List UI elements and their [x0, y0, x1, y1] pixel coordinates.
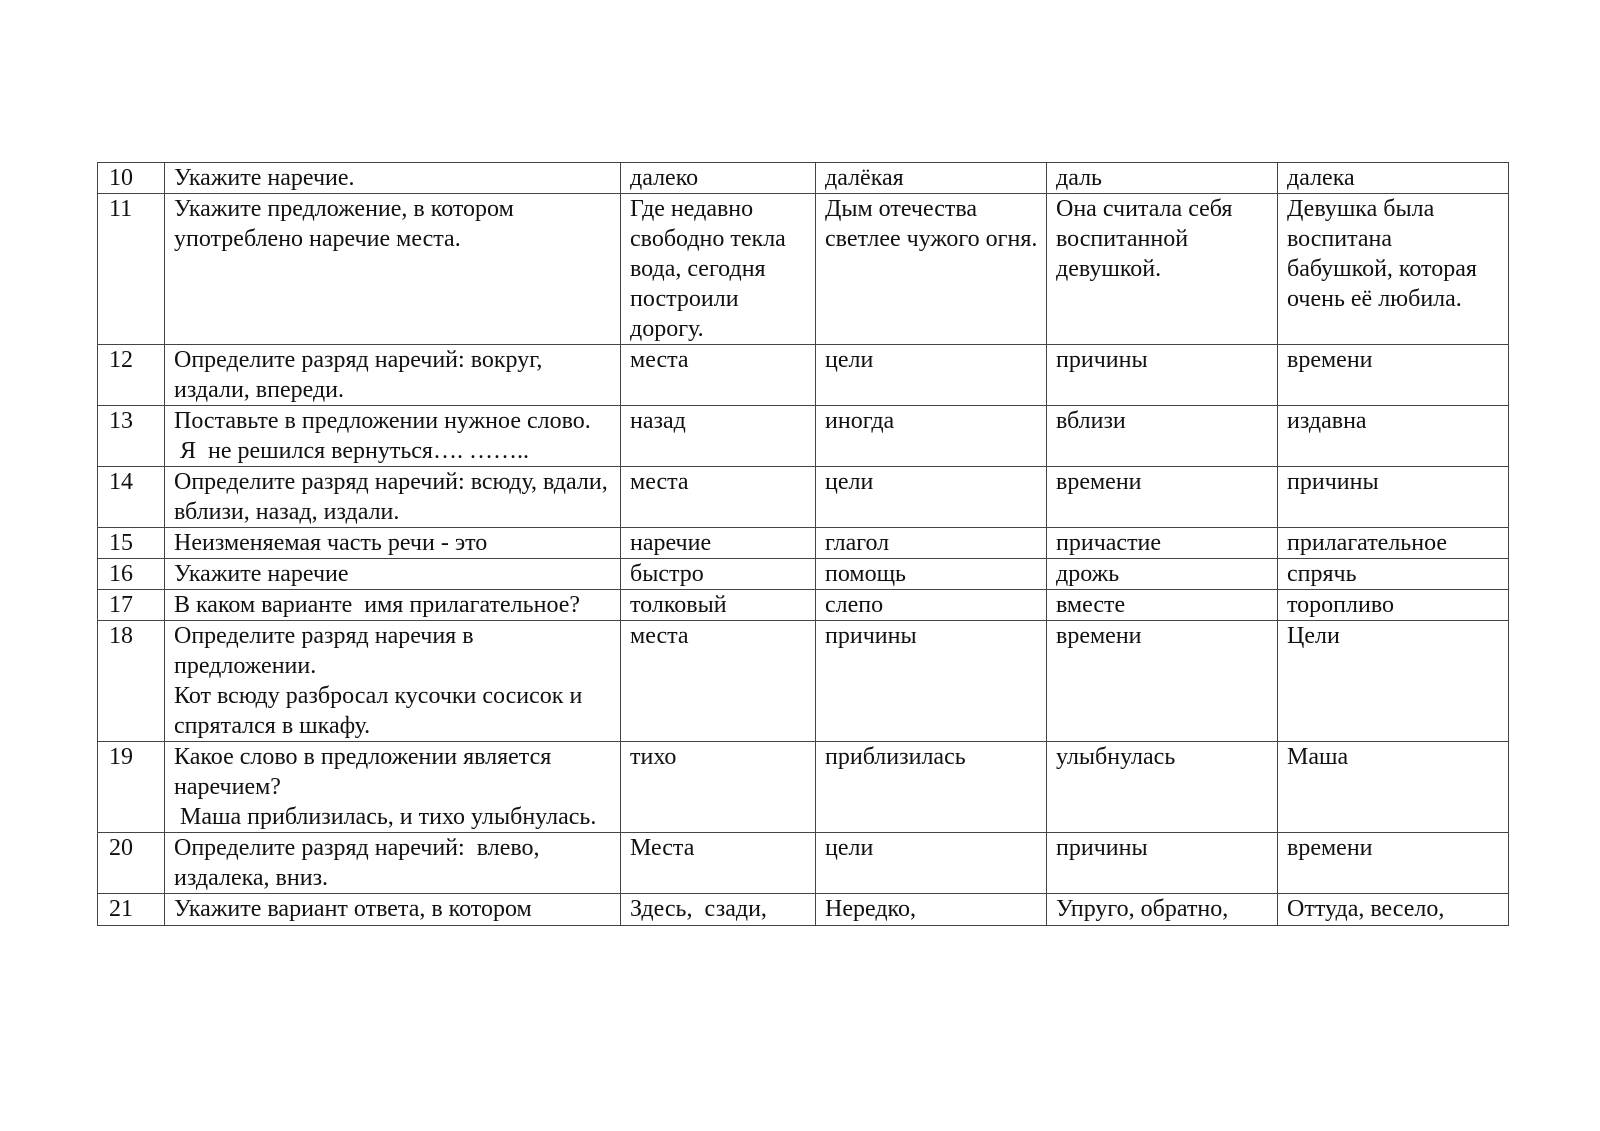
- answer-option-3: дрожь: [1047, 559, 1278, 590]
- table-row: [98, 406, 1509, 467]
- answer-option-2: Нередко,: [816, 894, 1047, 926]
- answer-option-4: Оттуда, весело,: [1278, 894, 1509, 926]
- answer-option-2: цели: [816, 833, 1047, 894]
- answer-option-4: издавна: [1278, 406, 1509, 467]
- question-text: В каком варианте имя прилагательное?: [165, 590, 621, 621]
- answer-option-4: причины: [1278, 467, 1509, 528]
- answer-option-4: далека: [1278, 163, 1509, 194]
- table-row: [98, 621, 1509, 742]
- answer-option-1: толковый: [621, 590, 816, 621]
- question-number: 16: [98, 559, 165, 590]
- quiz-table-body: [98, 163, 1509, 926]
- answer-option-1: места: [621, 621, 816, 742]
- answer-option-4: прилагательное: [1278, 528, 1509, 559]
- answer-option-2: глагол: [816, 528, 1047, 559]
- question-text: Укажите наречие.: [165, 163, 621, 194]
- answer-option-3: даль: [1047, 163, 1278, 194]
- question-number: 14: [98, 467, 165, 528]
- answer-option-3: улыбнулась: [1047, 742, 1278, 833]
- answer-option-1: далеко: [621, 163, 816, 194]
- answer-option-1: тихо: [621, 742, 816, 833]
- answer-option-2: иногда: [816, 406, 1047, 467]
- question-number: 15: [98, 528, 165, 559]
- question-text: Укажите предложение, в котором употреблено наречие места.: [165, 194, 621, 345]
- question-text: Укажите наречие: [165, 559, 621, 590]
- answer-option-1: наречие: [621, 528, 816, 559]
- answer-option-1: места: [621, 467, 816, 528]
- table-row: [98, 894, 1509, 926]
- answer-option-1: Где недавно свободно текла вода, сегодня построили дорогу.: [621, 194, 816, 345]
- table-row: [98, 528, 1509, 559]
- answer-option-3: времени: [1047, 467, 1278, 528]
- answer-option-2: помощь: [816, 559, 1047, 590]
- answer-option-3: времени: [1047, 621, 1278, 742]
- table-row: [98, 742, 1509, 833]
- answer-option-2: приблизилась: [816, 742, 1047, 833]
- answer-option-1: Здесь, сзади,: [621, 894, 816, 926]
- table-row: [98, 559, 1509, 590]
- answer-option-2: далёкая: [816, 163, 1047, 194]
- question-text: Какое слово в предложении является наречием? Маша приблизилась, и тихо улыбнулась.: [165, 742, 621, 833]
- answer-option-2: слепо: [816, 590, 1047, 621]
- table-row: [98, 590, 1509, 621]
- question-text: Поставьте в предложении нужное слово. Я не решился вернуться…. ……..: [165, 406, 621, 467]
- question-number: 20: [98, 833, 165, 894]
- question-number: 10: [98, 163, 165, 194]
- answer-option-3: вблизи: [1047, 406, 1278, 467]
- answer-option-2: цели: [816, 345, 1047, 406]
- question-number: 17: [98, 590, 165, 621]
- question-text: Определите разряд наречий: вокруг, издали, впереди.: [165, 345, 621, 406]
- question-number: 13: [98, 406, 165, 467]
- answer-option-4: Цели: [1278, 621, 1509, 742]
- answer-option-4: времени: [1278, 833, 1509, 894]
- answer-option-3: Упруго, обратно,: [1047, 894, 1278, 926]
- table-row: [98, 163, 1509, 194]
- answer-option-3: вместе: [1047, 590, 1278, 621]
- question-number: 11: [98, 194, 165, 345]
- answer-option-3: Она считала себя воспитанной девушкой.: [1047, 194, 1278, 345]
- answer-option-4: Девушка была воспитана бабушкой, которая очень её любила.: [1278, 194, 1509, 345]
- table-row: [98, 194, 1509, 345]
- answer-option-1: быстро: [621, 559, 816, 590]
- question-text: Укажите вариант ответа, в котором: [165, 894, 621, 926]
- answer-option-4: торопливо: [1278, 590, 1509, 621]
- table-row: [98, 833, 1509, 894]
- question-number: 18: [98, 621, 165, 742]
- answer-option-1: Места: [621, 833, 816, 894]
- answer-option-3: причины: [1047, 833, 1278, 894]
- question-text: Неизменяемая часть речи - это: [165, 528, 621, 559]
- answer-option-4: Маша: [1278, 742, 1509, 833]
- question-text: Определите разряд наречий: влево, издалека, вниз.: [165, 833, 621, 894]
- answer-option-1: места: [621, 345, 816, 406]
- answer-option-4: времени: [1278, 345, 1509, 406]
- answer-option-2: Дым отечества светлее чужого огня.: [816, 194, 1047, 345]
- question-number: 12: [98, 345, 165, 406]
- answer-option-2: причины: [816, 621, 1047, 742]
- table-row: [98, 467, 1509, 528]
- answer-option-4: спрячь: [1278, 559, 1509, 590]
- table-row: [98, 345, 1509, 406]
- question-text: Определите разряд наречия в предложении. Кот всюду разбросал кусочки сосисок и спрятался в шкафу.: [165, 621, 621, 742]
- question-number: 21: [98, 894, 165, 926]
- question-text: Определите разряд наречий: всюду, вдали, вблизи, назад, издали.: [165, 467, 621, 528]
- question-number: 19: [98, 742, 165, 833]
- answer-option-1: назад: [621, 406, 816, 467]
- quiz-table: [97, 162, 1509, 926]
- answer-option-3: причастие: [1047, 528, 1278, 559]
- answer-option-3: причины: [1047, 345, 1278, 406]
- answer-option-2: цели: [816, 467, 1047, 528]
